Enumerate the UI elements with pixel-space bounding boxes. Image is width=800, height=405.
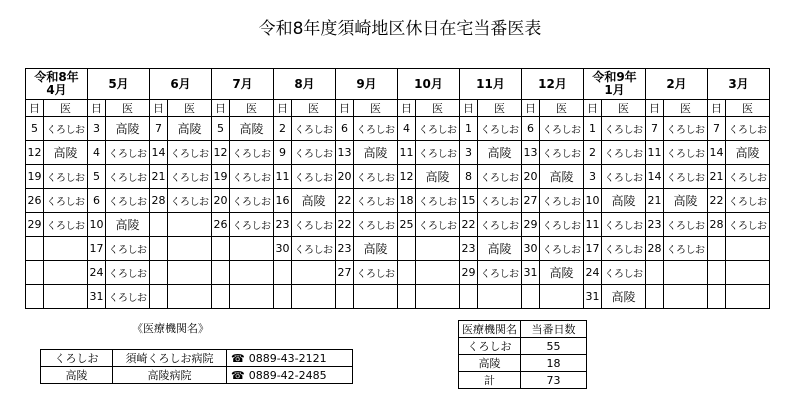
count-hospital: 高陵 [459,355,521,372]
clinic-column-header: 医 [230,100,274,117]
duty-clinic: くろしお [106,165,150,189]
clinic-column-header: 医 [726,100,770,117]
duty-day: 23 [646,213,664,237]
duty-day: 17 [88,237,106,261]
day-column-header: 日 [26,100,44,117]
duty-clinic [664,261,708,285]
duty-clinic: くろしお [540,213,584,237]
duty-clinic: 高陵 [602,189,646,213]
duty-day [26,237,44,261]
duty-day: 20 [212,189,230,213]
duty-day [150,237,168,261]
duty-clinic [354,285,398,309]
duty-clinic: くろしお [602,261,646,285]
duty-clinic: くろしお [602,237,646,261]
schedule-row [26,165,770,189]
day-column-header: 日 [88,100,106,117]
duty-day: 7 [150,117,168,141]
duty-day: 6 [88,189,106,213]
duty-clinic: くろしお [664,117,708,141]
duty-clinic [230,261,274,285]
duty-clinic: くろしお [44,189,88,213]
duty-day [708,285,726,309]
duty-clinic: 高陵 [106,117,150,141]
duty-clinic [726,285,770,309]
duty-day: 2 [584,141,602,165]
duty-day: 11 [398,141,416,165]
duty-day: 5 [88,165,106,189]
duty-day [460,285,478,309]
duty-clinic: くろしお [106,261,150,285]
duty-day: 9 [274,141,292,165]
duty-clinic: くろしお [664,237,708,261]
duty-clinic: 高陵 [726,141,770,165]
duty-day: 12 [398,165,416,189]
duty-day [398,261,416,285]
duty-clinic: 高陵 [478,141,522,165]
duty-day: 7 [646,117,664,141]
duty-clinic: 高陵 [106,213,150,237]
duty-day: 23 [336,237,354,261]
duty-clinic [416,285,460,309]
duty-day [150,285,168,309]
hospital-phone [227,367,353,384]
day-column-header: 日 [398,100,416,117]
duty-clinic: 高陵 [292,189,336,213]
duty-day: 31 [522,261,540,285]
schedule-row [26,261,770,285]
duty-clinic: くろしお [292,141,336,165]
duty-clinic: くろしお [230,165,274,189]
duty-day: 22 [336,213,354,237]
duty-clinic: くろしお [726,189,770,213]
duty-clinic: くろしお [664,213,708,237]
duty-day [522,285,540,309]
duty-clinic: くろしお [540,117,584,141]
duty-clinic: くろしお [478,261,522,285]
hospital-list-label: 《医療機関名》 [132,322,209,335]
duty-day: 21 [708,165,726,189]
duty-clinic: 高陵 [354,141,398,165]
duty-clinic: くろしお [354,117,398,141]
duty-day: 3 [584,165,602,189]
page-title: 令和8年度須崎地区休日在宅当番医表 [258,19,542,39]
duty-clinic: くろしお [230,189,274,213]
duty-clinic [230,237,274,261]
duty-clinic: くろしお [602,213,646,237]
duty-day: 26 [26,189,44,213]
duty-clinic: くろしお [292,165,336,189]
clinic-column-header: 医 [44,100,88,117]
month-header: 令和9年 1月 [584,69,646,100]
duty-day: 31 [584,285,602,309]
duty-day [212,261,230,285]
duty-clinic: 高陵 [168,117,212,141]
duty-day: 12 [26,141,44,165]
duty-day: 25 [398,213,416,237]
duty-clinic [292,285,336,309]
duty-clinic: くろしお [106,285,150,309]
duty-day: 23 [274,213,292,237]
month-header: 11月 [460,69,522,100]
duty-clinic: くろしお [602,165,646,189]
clinic-column-header: 医 [478,100,522,117]
duty-day: 5 [212,117,230,141]
month-header: 12月 [522,69,584,100]
duty-day [646,285,664,309]
duty-day: 22 [336,189,354,213]
hospital-short-name: 高陵 [41,367,113,384]
duty-day: 1 [584,117,602,141]
duty-clinic: くろしお [354,189,398,213]
duty-clinic: くろしお [292,117,336,141]
duty-day [150,261,168,285]
duty-day: 21 [150,165,168,189]
duty-day: 19 [212,165,230,189]
duty-clinic [416,261,460,285]
duty-clinic: くろしお [540,189,584,213]
duty-clinic: 高陵 [230,117,274,141]
duty-clinic [726,237,770,261]
day-column-header: 日 [460,100,478,117]
clinic-column-header: 医 [292,100,336,117]
count-days: 73 [521,372,587,389]
duty-clinic [664,285,708,309]
schedule-row [26,117,770,141]
hospital-row [41,367,353,384]
day-column-header: 日 [584,100,602,117]
duty-day: 30 [274,237,292,261]
day-column-header: 日 [150,100,168,117]
clinic-column-header: 医 [540,100,584,117]
duty-clinic: くろしお [478,213,522,237]
clinic-column-header: 医 [354,100,398,117]
duty-clinic: くろしお [726,213,770,237]
schedule-row [26,213,770,237]
duty-day: 29 [26,213,44,237]
duty-day [708,261,726,285]
duty-clinic: くろしお [354,261,398,285]
duty-clinic: くろしお [664,165,708,189]
duty-clinic: くろしお [230,213,274,237]
duty-day [212,285,230,309]
duty-clinic [478,285,522,309]
duty-day: 11 [646,141,664,165]
duty-clinic: くろしお [602,141,646,165]
day-column-header: 日 [336,100,354,117]
duty-clinic: くろしお [726,117,770,141]
duty-clinic: くろしお [416,141,460,165]
duty-day: 12 [212,141,230,165]
phone-number: 0889-42-2485 [248,368,327,382]
duty-day: 7 [708,117,726,141]
count-row [459,338,587,355]
duty-day: 14 [708,141,726,165]
duty-clinic: くろしお [354,213,398,237]
count-header-days: 当番日数 [521,321,587,338]
duty-day [212,237,230,261]
count-row [459,355,587,372]
duty-day: 14 [150,141,168,165]
duty-clinic: くろしお [106,189,150,213]
duty-clinic: くろしお [602,117,646,141]
schedule-row [26,285,770,309]
duty-clinic [168,261,212,285]
phone-icon: ☎ [231,351,245,365]
duty-day: 14 [646,165,664,189]
duty-day: 13 [522,141,540,165]
duty-clinic [44,261,88,285]
count-hospital: 計 [459,372,521,389]
duty-clinic: くろしお [416,117,460,141]
duty-clinic [726,261,770,285]
duty-day: 28 [708,213,726,237]
hospital-full-name: 高陵病院 [113,367,227,384]
duty-day: 18 [398,189,416,213]
duty-day [398,237,416,261]
clinic-column-header: 医 [106,100,150,117]
month-header: 8月 [274,69,336,100]
duty-day: 28 [150,189,168,213]
duty-day: 27 [522,189,540,213]
duty-day [150,213,168,237]
duty-day [26,285,44,309]
duty-clinic: 高陵 [416,165,460,189]
duty-day: 2 [274,117,292,141]
duty-clinic [168,213,212,237]
duty-clinic: くろしお [106,141,150,165]
schedule-row [26,141,770,165]
duty-day: 4 [398,117,416,141]
duty-clinic [168,285,212,309]
duty-day: 30 [522,237,540,261]
duty-clinic: くろしお [292,237,336,261]
duty-day: 29 [460,261,478,285]
duty-schedule-table [25,68,770,309]
duty-day [708,237,726,261]
duty-clinic: くろしお [416,189,460,213]
duty-clinic: 高陵 [540,165,584,189]
duty-day: 29 [522,213,540,237]
duty-clinic: 高陵 [44,141,88,165]
duty-day: 22 [708,189,726,213]
duty-day: 17 [584,237,602,261]
duty-day [274,261,292,285]
duty-clinic [230,285,274,309]
duty-day [26,261,44,285]
duty-clinic: くろしお [540,237,584,261]
duty-clinic: くろしお [478,165,522,189]
duty-day: 4 [88,141,106,165]
count-header-row [459,321,587,338]
count-row [459,372,587,389]
month-header: 10月 [398,69,460,100]
duty-clinic [44,237,88,261]
day-column-header: 日 [708,100,726,117]
sub-header-row [26,100,770,117]
duty-count-table [458,320,587,389]
day-column-header: 日 [212,100,230,117]
duty-day: 5 [26,117,44,141]
duty-day [336,285,354,309]
duty-clinic: 高陵 [540,261,584,285]
duty-clinic: くろしお [168,141,212,165]
duty-clinic: くろしお [540,141,584,165]
duty-day: 6 [336,117,354,141]
day-column-header: 日 [274,100,292,117]
duty-clinic: くろしお [292,213,336,237]
duty-day: 22 [460,213,478,237]
phone-icon: ☎ [231,368,245,382]
month-header: 5月 [88,69,150,100]
duty-clinic [44,285,88,309]
duty-day: 28 [646,237,664,261]
duty-day: 3 [460,141,478,165]
duty-clinic [168,237,212,261]
duty-day: 11 [274,165,292,189]
duty-day: 26 [212,213,230,237]
duty-day: 1 [460,117,478,141]
count-days: 18 [521,355,587,372]
count-header-hospital: 医療機関名 [459,321,521,338]
phone-number: 0889-43-2121 [248,351,327,365]
month-header: 令和8年 4月 [26,69,88,100]
duty-day: 24 [88,261,106,285]
month-header: 3月 [708,69,770,100]
duty-day: 20 [522,165,540,189]
duty-day: 15 [460,189,478,213]
duty-day: 19 [26,165,44,189]
duty-clinic: くろしお [416,213,460,237]
duty-clinic: くろしお [478,189,522,213]
clinic-column-header: 医 [416,100,460,117]
schedule-row [26,189,770,213]
hospital-short-name: くろしお [41,350,113,367]
duty-clinic: くろしお [44,165,88,189]
hospital-phone [227,350,353,367]
month-header: 9月 [336,69,398,100]
duty-clinic: くろしお [726,165,770,189]
duty-clinic: くろしお [168,189,212,213]
duty-day: 13 [336,141,354,165]
duty-day: 10 [584,189,602,213]
clinic-column-header: 医 [602,100,646,117]
duty-clinic [540,285,584,309]
duty-clinic: 高陵 [478,237,522,261]
duty-clinic: くろしお [168,165,212,189]
duty-day: 21 [646,189,664,213]
hospital-list-table [40,349,353,384]
duty-day: 11 [584,213,602,237]
day-column-header: 日 [646,100,664,117]
hospital-full-name: 須崎くろしお病院 [113,350,227,367]
duty-clinic [292,261,336,285]
duty-day: 8 [460,165,478,189]
month-header: 2月 [646,69,708,100]
duty-clinic: くろしお [664,141,708,165]
duty-clinic: くろしお [354,165,398,189]
duty-clinic: くろしお [478,117,522,141]
duty-clinic: くろしお [44,117,88,141]
duty-day [646,261,664,285]
clinic-column-header: 医 [664,100,708,117]
duty-clinic: 高陵 [602,285,646,309]
duty-clinic: 高陵 [664,189,708,213]
duty-day [398,285,416,309]
duty-clinic [416,237,460,261]
duty-clinic: くろしお [230,141,274,165]
duty-day: 23 [460,237,478,261]
duty-clinic: くろしお [106,237,150,261]
count-hospital: くろしお [459,338,521,355]
duty-clinic: くろしお [44,213,88,237]
clinic-column-header: 医 [168,100,212,117]
duty-day [274,285,292,309]
duty-day: 27 [336,261,354,285]
duty-day: 6 [522,117,540,141]
duty-day: 20 [336,165,354,189]
month-header: 7月 [212,69,274,100]
duty-day: 3 [88,117,106,141]
duty-day: 31 [88,285,106,309]
duty-clinic: 高陵 [354,237,398,261]
schedule-row [26,237,770,261]
count-days: 55 [521,338,587,355]
duty-day: 10 [88,213,106,237]
hospital-row [41,350,353,367]
month-header-row [26,69,770,100]
duty-day: 16 [274,189,292,213]
month-header: 6月 [150,69,212,100]
duty-day: 24 [584,261,602,285]
day-column-header: 日 [522,100,540,117]
